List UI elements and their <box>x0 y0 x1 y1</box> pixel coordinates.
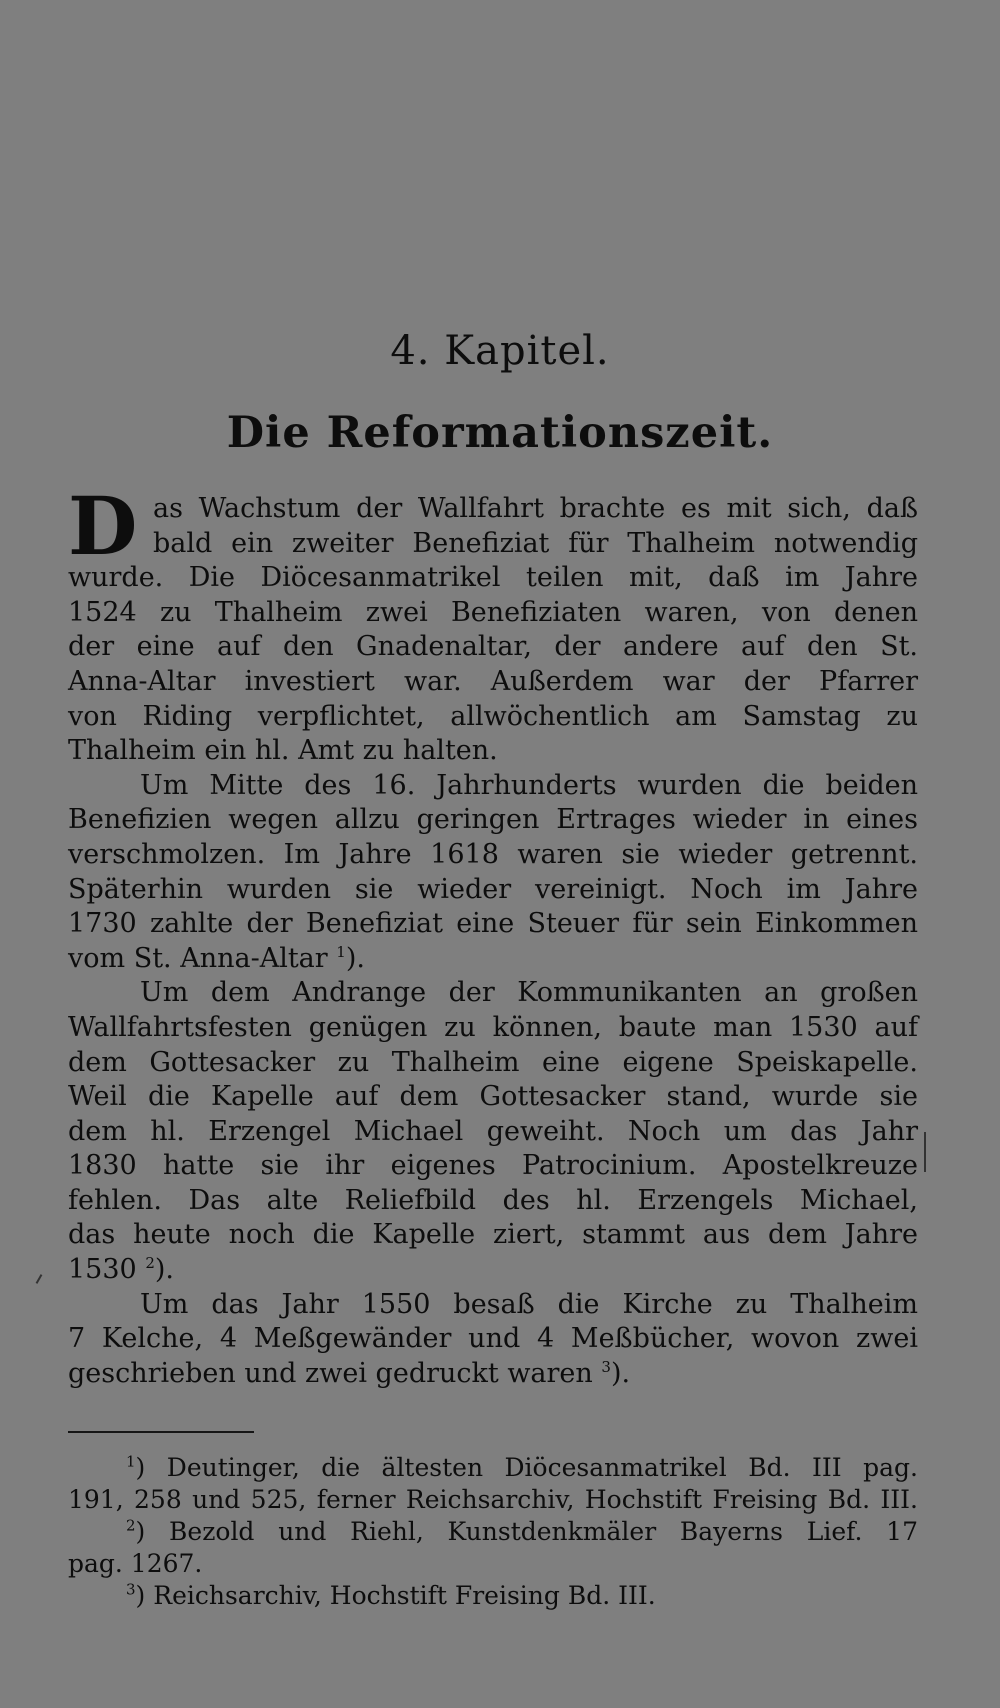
footnote-line <box>68 1452 918 1484</box>
footnote-ref: 1 <box>336 942 346 961</box>
body-line: 1830 hatte sie ihr eigenes Patrocinium. Apostelkreuze <box>68 1150 918 1182</box>
body-line-text: vom St. Anna-Altar <box>68 942 328 974</box>
body-line: Wallfahrtsfesten genügen zu können, baute man 1530 auf <box>68 1011 918 1043</box>
footnote-line: 191, 258 und 525, ferner Reichsarchiv, Hochstift Freising Bd. III. <box>68 1485 918 1514</box>
footnote-ref-tail: ). <box>345 942 365 974</box>
footnote-ref-tail: ). <box>154 1254 174 1286</box>
body-line-text: 1530 <box>68 1254 137 1286</box>
body-line <box>68 1253 918 1288</box>
footnote-ref: 3 <box>601 1357 611 1376</box>
body-line-text: geschrieben und zwei gedruckt waren <box>68 1357 593 1389</box>
body-line: Weil die Kapelle auf dem Gottesacker stand, wurde sie <box>68 1081 918 1113</box>
body-line: verschmolzen. Im Jahre 1618 waren sie wieder getrennt. <box>68 838 918 870</box>
margin-mark <box>36 1274 43 1284</box>
footnote-mark: 1 <box>126 1452 136 1471</box>
body-line: der eine auf den Gnadenaltar, der andere auf den St. <box>68 631 918 663</box>
body-line <box>68 942 918 977</box>
footnote-divider <box>68 1431 254 1433</box>
body-line: Um das Jahr 1550 besaß die Kirche zu Thalheim <box>140 1288 918 1320</box>
body-line: 1524 zu Thalheim zwei Benefiziaten waren, von denen <box>68 596 918 628</box>
body-line: Thalheim ein hl. Amt zu halten. <box>68 735 498 767</box>
footnote-text: ) Bezold und Riehl, Kunstdenkmäler Bayerns Lief. 17 <box>135 1517 918 1546</box>
body-line: 7 Kelche, 4 Meßgewänder und 4 Meßbücher, wovon zwei <box>68 1323 918 1355</box>
body-line: Anna-Altar investiert war. Außerdem war der Pfarrer <box>68 665 918 697</box>
footnote-line: pag. 1267. <box>68 1549 203 1578</box>
footnote-ref-tail: ). <box>610 1357 631 1389</box>
footnote-line <box>68 1516 918 1548</box>
drop-cap: D <box>68 479 138 573</box>
footnote-mark: 3 <box>126 1580 136 1599</box>
body-line: dem Gottesacker zu Thalheim eine eigene Speiskapelle. <box>68 1046 918 1078</box>
body-line: as Wachstum der Wallfahrt brachte es mit sich, daß <box>153 493 918 524</box>
body-text <box>68 479 918 1391</box>
chapter-number: 4. Kapitel. <box>390 328 610 374</box>
footnote-ref: 2 <box>145 1254 155 1273</box>
chapter-title: Die Reformationszeit. <box>226 408 774 458</box>
body-line: Späterhin wurden sie wieder vereinigt. Noch im Jahre <box>68 873 918 905</box>
body-line: wurde. Die Diöcesanmatrikel teilen mit, daß im Jahre <box>68 562 918 594</box>
body-line: bald ein zweiter Benefiziat für Thalheim notwendig <box>153 527 918 559</box>
body-line: 1730 zahlte der Benefiziat eine Steuer für sein Einkommen <box>68 908 918 940</box>
body-line: fehlen. Das alte Reliefbild des hl. Erzengels Michael, <box>68 1184 918 1216</box>
body-line: Benefizien wegen allzu geringen Ertrages wieder in eines <box>68 804 918 836</box>
footnotes <box>68 1452 918 1612</box>
body-line: von Riding verpflichtet, allwöchentlich am Samstag zu <box>68 700 918 732</box>
footnote-text: ) Deutinger, die ältesten Diöcesanmatrikel Bd. III pag. <box>135 1453 918 1482</box>
footnote-text: ) Reichsarchiv, Hochstift Freising Bd. III. <box>135 1581 656 1610</box>
body-line: Um Mitte des 16. Jahrhunderts wurden die beiden <box>140 769 918 801</box>
footnote-line <box>68 1580 918 1612</box>
body-line: dem hl. Erzengel Michael geweiht. Noch um das Jahr <box>68 1115 918 1147</box>
body-line: Um dem Andrange der Kommunikanten an großen <box>140 977 918 1009</box>
margin-mark <box>924 1132 926 1172</box>
body-line <box>68 1357 918 1392</box>
body-line: das heute noch die Kapelle ziert, stammt aus dem Jahre <box>68 1219 918 1251</box>
footnote-mark: 2 <box>126 1516 136 1535</box>
